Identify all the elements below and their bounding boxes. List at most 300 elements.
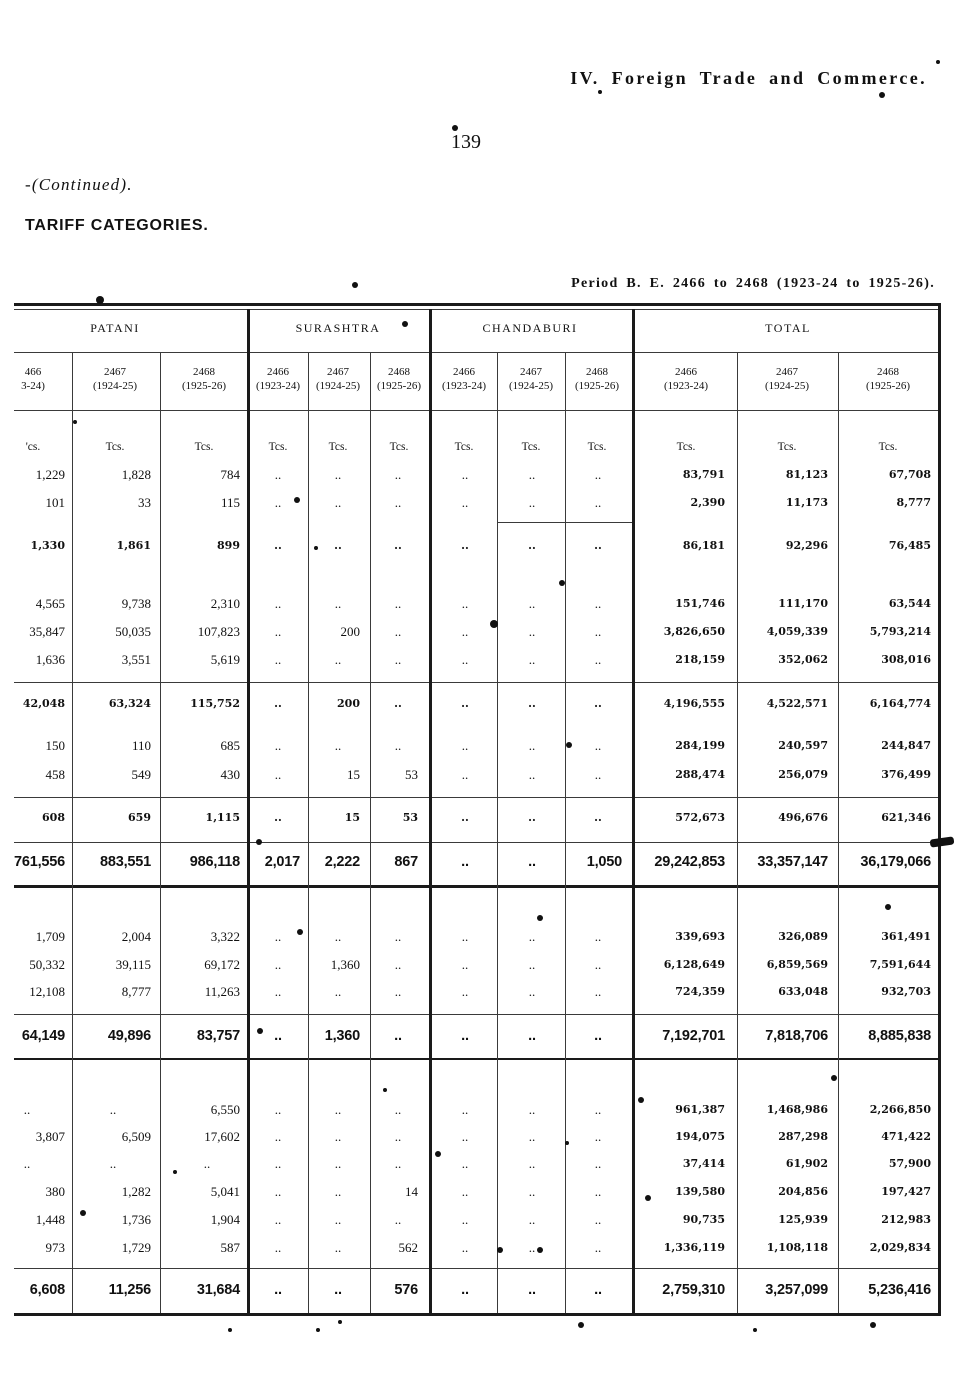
table-cell: .. (594, 1156, 602, 1171)
table-cell: 212,983 (881, 1213, 931, 1226)
column-unit: Tcs. (105, 441, 125, 453)
table-cell: .. (461, 1156, 469, 1171)
table-cell: .. (334, 1240, 342, 1255)
table-cell: .. (334, 1184, 342, 1199)
column-unit: Tcs. (587, 441, 607, 453)
subtotal-cell: .. (528, 854, 536, 870)
period-caption: Period B. E. 2466 to 2468 (1923-24 to 1925-26). (571, 276, 935, 291)
table-cell: .. (461, 495, 469, 510)
table-cell: .. (528, 1102, 536, 1117)
ink-speck (316, 1328, 320, 1332)
subtotal-cell: 92,296 (785, 539, 828, 552)
table-cell: .. (594, 624, 602, 639)
table-cell: 784 (220, 467, 240, 482)
column-divider (737, 352, 738, 1313)
table-cell: 549 (131, 767, 151, 782)
table-cell: 7,591,644 (869, 958, 931, 971)
subtotal-cell: 2,759,310 (662, 1282, 725, 1298)
ink-speck (559, 580, 565, 586)
table-cell: .. (394, 1156, 402, 1171)
column-year: 2468 (388, 366, 410, 378)
table-cell: 151,746 (675, 597, 725, 610)
table-cell: .. (528, 495, 536, 510)
table-cell: 471,422 (881, 1130, 931, 1143)
table-cell: 352,062 (778, 653, 828, 666)
column-period: (1923-24) (664, 380, 708, 392)
horizontal-rule (14, 309, 938, 310)
table-cell: .. (109, 1102, 117, 1117)
ink-speck (490, 620, 498, 628)
subtotal-cell: 33,357,147 (757, 854, 828, 870)
table-cell: .. (594, 957, 602, 972)
table-cell: .. (274, 1156, 282, 1171)
subtotal-cell: .. (528, 697, 536, 710)
column-unit: Tcs. (268, 441, 288, 453)
table-cell: 3,807 (35, 1129, 65, 1144)
table-cell: .. (274, 1129, 282, 1144)
table-cell: .. (594, 495, 602, 510)
subtotal-cell: 572,673 (675, 811, 725, 824)
table-cell: 125,939 (778, 1213, 828, 1226)
column-year: 2467 (104, 366, 126, 378)
ink-speck (537, 915, 543, 921)
table-cell: 81,123 (785, 468, 828, 481)
horizontal-rule (14, 797, 938, 798)
table-cell: 115 (220, 495, 240, 510)
subtotal-cell: 867 (394, 854, 418, 870)
subtotal-cell: 53 (402, 811, 418, 824)
table-cell: .. (594, 652, 602, 667)
table-cell: .. (528, 624, 536, 639)
table-cell: .. (334, 1102, 342, 1117)
column-unit: 'cs. (25, 441, 41, 453)
subtotal-cell: 76,485 (888, 539, 931, 552)
subtotal-cell: 986,118 (189, 854, 240, 870)
subtotal-cell: .. (594, 1028, 602, 1044)
column-year: 2467 (776, 366, 798, 378)
subtotal-cell: 4,522,571 (766, 697, 828, 710)
table-cell: .. (203, 1156, 211, 1171)
table-cell: 11,173 (785, 496, 828, 509)
table-cell: .. (461, 596, 469, 611)
table-cell: .. (23, 1156, 31, 1171)
table-cell: .. (334, 495, 342, 510)
table-cell: 1,336,119 (663, 1241, 725, 1254)
subtotal-cell: .. (334, 539, 342, 552)
table-cell: 1,709 (35, 929, 65, 944)
table-cell: 200 (340, 624, 360, 639)
column-period: (1924-25) (765, 380, 809, 392)
subtotal-cell: .. (594, 539, 602, 552)
table-cell: 139,580 (675, 1185, 725, 1198)
table-cell: 961,387 (675, 1103, 725, 1116)
subtotal-cell: 64,149 (21, 1028, 65, 1044)
table-cell: 287,298 (778, 1130, 828, 1143)
column-unit: Tcs. (328, 441, 348, 453)
table-cell: .. (274, 495, 282, 510)
table-cell: .. (274, 467, 282, 482)
table-cell: 339,693 (675, 930, 725, 943)
table-cell: .. (461, 624, 469, 639)
table-cell: 2,266,850 (869, 1103, 931, 1116)
subtotal-cell: .. (274, 697, 282, 710)
table-cell: 1,636 (35, 652, 65, 667)
horizontal-rule (14, 352, 938, 353)
group-header: CHANDABURI (482, 321, 578, 335)
ink-speck (936, 60, 940, 64)
table-cell: .. (274, 1212, 282, 1227)
table-cell: 4,059,339 (766, 625, 828, 638)
column-year: 2468 (193, 366, 215, 378)
horizontal-rule (14, 410, 938, 411)
table-cell: 9,738 (121, 596, 151, 611)
column-period: (1924-25) (316, 380, 360, 392)
ink-speck (297, 929, 303, 935)
table-cell: 1,729 (121, 1240, 151, 1255)
ink-speck (566, 742, 572, 748)
column-period: (1923-24) (442, 380, 486, 392)
column-unit: Tcs. (676, 441, 696, 453)
subtotal-cell: 761,556 (13, 854, 65, 870)
ink-speck (435, 1151, 441, 1157)
table-cell: .. (334, 738, 342, 753)
subtotal-cell: 6,608 (29, 1282, 65, 1298)
subtotal-cell: 1,115 (205, 811, 240, 824)
subtotal-cell: 8,885,838 (868, 1028, 931, 1044)
table-cell: .. (594, 596, 602, 611)
table-cell: .. (594, 984, 602, 999)
table-cell: 53 (405, 767, 418, 782)
table-cell: .. (394, 929, 402, 944)
ink-speck (578, 1322, 584, 1328)
table-cell: 3,551 (121, 652, 151, 667)
table-cell: .. (334, 984, 342, 999)
table-cell: .. (594, 1184, 602, 1199)
column-year: 2466 (267, 366, 289, 378)
column-period: (1924-25) (509, 380, 553, 392)
table-cell: 1,468,986 (766, 1103, 828, 1116)
table-cell: .. (334, 652, 342, 667)
subtotal-cell: .. (594, 811, 602, 824)
table-cell: .. (394, 984, 402, 999)
column-divider (72, 352, 73, 1313)
column-period: (1925-26) (377, 380, 421, 392)
table-cell: 326,089 (778, 930, 828, 943)
table-cell: .. (594, 738, 602, 753)
table-cell: .. (394, 1212, 402, 1227)
ink-speck (638, 1097, 644, 1103)
table-cell: .. (528, 1156, 536, 1171)
ink-speck (96, 296, 104, 304)
table-cell: .. (274, 596, 282, 611)
table-cell: 5,041 (210, 1184, 240, 1199)
table-cell: 284,199 (675, 739, 725, 752)
table-cell: 8,777 (121, 984, 151, 999)
table-cell: .. (461, 1212, 469, 1227)
subtotal-cell: 7,818,706 (765, 1028, 828, 1044)
subtotal-cell: .. (394, 539, 402, 552)
table-cell: .. (109, 1156, 117, 1171)
ink-speck (565, 1141, 569, 1145)
table-cell: .. (394, 738, 402, 753)
subtotal-cell: 5,236,416 (868, 1282, 931, 1298)
table-cell: 107,823 (197, 624, 240, 639)
column-year: 2466 (453, 366, 475, 378)
subtotal-cell: 29,242,853 (654, 854, 725, 870)
subtotal-cell: 1,330 (30, 539, 65, 552)
table-cell: 1,108,118 (766, 1241, 828, 1254)
ink-speck (338, 1320, 342, 1324)
subtotal-cell: 2,222 (324, 854, 360, 870)
table-cell: .. (461, 984, 469, 999)
table-cell: .. (461, 652, 469, 667)
column-year: 2466 (675, 366, 697, 378)
running-head: IV. Foreign Trade and Commerce. (570, 68, 927, 88)
subtotal-cell: 883,551 (99, 854, 151, 870)
table-cell: 111,170 (778, 597, 828, 610)
table-cell: 562 (398, 1240, 418, 1255)
table-cell: .. (461, 1129, 469, 1144)
table-cell: .. (528, 1240, 536, 1255)
group-header: PATANI (90, 321, 140, 335)
table-cell: 3,826,650 (663, 625, 725, 638)
horizontal-rule (14, 842, 938, 843)
table-cell: 1,904 (210, 1212, 240, 1227)
table-cell: .. (394, 624, 402, 639)
subtotal-cell: 83,757 (196, 1028, 240, 1044)
subtotal-cell: 31,684 (196, 1282, 240, 1298)
table-cell: .. (528, 1212, 536, 1227)
table-cell: 50,332 (29, 957, 65, 972)
subtotal-cell: .. (274, 811, 282, 824)
subtotal-cell: 115,752 (190, 697, 240, 710)
table-cell: 1,828 (121, 467, 151, 482)
subtotal-cell: .. (594, 1282, 602, 1298)
table-cell: 204,856 (778, 1185, 828, 1198)
subtotal-cell: .. (528, 811, 536, 824)
table-cell: 1,736 (121, 1212, 151, 1227)
subtotal-cell: .. (274, 539, 282, 552)
ink-speck (870, 1322, 876, 1328)
table-cell: 35,847 (29, 624, 65, 639)
table-cell: 3,322 (210, 929, 240, 944)
table-cell: 724,359 (675, 985, 725, 998)
column-unit: Tcs. (777, 441, 797, 453)
table-cell: 1,282 (121, 1184, 151, 1199)
subtotal-cell: .. (394, 697, 402, 710)
ink-speck (173, 1170, 177, 1174)
subtotal-cell: .. (594, 697, 602, 710)
subtotal-cell: 11,256 (108, 1282, 151, 1298)
subtotal-cell: 608 (42, 811, 65, 824)
table-cell: .. (274, 1102, 282, 1117)
table-cell: .. (594, 467, 602, 482)
ink-speck (879, 92, 885, 98)
table-cell: .. (334, 1129, 342, 1144)
subtotal-cell: 496,676 (778, 811, 828, 824)
ink-speck (73, 420, 77, 424)
column-divider (160, 352, 161, 1313)
column-divider (838, 352, 839, 1313)
table-cell: .. (461, 1102, 469, 1117)
ink-speck (228, 1328, 232, 1332)
subtotal-cell: .. (461, 1028, 469, 1044)
table-cell: 308,016 (881, 653, 931, 666)
table-cell: 110 (131, 738, 151, 753)
group-header: SURASHTRA (295, 321, 381, 335)
subtotal-cell: .. (528, 539, 536, 552)
subtotal-cell: 899 (217, 539, 240, 552)
table-cell: .. (394, 495, 402, 510)
table-cell: .. (528, 596, 536, 611)
table-cell: 1,448 (35, 1212, 65, 1227)
ink-speck (452, 125, 458, 131)
column-year: 2468 (877, 366, 899, 378)
table-cell: .. (274, 984, 282, 999)
table-cell: .. (274, 652, 282, 667)
table-cell: 932,703 (881, 985, 931, 998)
column-period: (1923-24) (256, 380, 300, 392)
table-cell: 6,550 (210, 1102, 240, 1117)
table-cell: .. (528, 1184, 536, 1199)
column-divider (370, 352, 371, 1313)
table-cell: 685 (220, 738, 240, 753)
table-cell: 218,159 (675, 653, 725, 666)
table-cell: 6,509 (121, 1129, 151, 1144)
table-cell: .. (528, 467, 536, 482)
ink-speck (294, 497, 300, 503)
subtotal-cell: .. (394, 1028, 402, 1044)
table-cell: 12,108 (29, 984, 65, 999)
subtotal-cell: 200 (337, 697, 360, 710)
table-cell: .. (274, 1184, 282, 1199)
ink-speck (314, 546, 318, 550)
table-cell: 240,597 (778, 739, 828, 752)
ink-speck (645, 1195, 651, 1201)
column-period: (1924-25) (93, 380, 137, 392)
table-cell: .. (274, 767, 282, 782)
ink-speck (885, 904, 891, 910)
table-cell: .. (594, 1102, 602, 1117)
table-cell: .. (528, 984, 536, 999)
column-divider (497, 352, 498, 1313)
table-cell: 37,414 (682, 1157, 725, 1170)
group-divider (632, 309, 635, 1313)
table-cell: 5,619 (210, 652, 240, 667)
subtotal-cell: .. (461, 1282, 469, 1298)
table-cell: .. (334, 467, 342, 482)
table-cell: .. (394, 596, 402, 611)
ink-speck (598, 90, 602, 94)
table-cell: .. (334, 929, 342, 944)
table-cell: .. (461, 1240, 469, 1255)
subtotal-cell: .. (528, 1028, 536, 1044)
table-cell: 6,859,569 (766, 958, 828, 971)
subtotal-cell: .. (461, 854, 469, 870)
table-cell: 39,115 (115, 957, 151, 972)
subtotal-cell: .. (461, 697, 469, 710)
continued-note: -(Continued). (25, 175, 133, 194)
page-number: 139 (451, 131, 481, 153)
column-period: (1925-26) (866, 380, 910, 392)
column-year: 2467 (520, 366, 542, 378)
column-year: 466 (24, 366, 42, 378)
subtotal-cell: .. (274, 1282, 282, 1298)
subtotal-cell: 86,181 (682, 539, 725, 552)
column-unit: Tcs. (194, 441, 214, 453)
section-title: TARIFF CATEGORIES. (25, 217, 209, 234)
ink-speck (497, 1247, 503, 1253)
group-divider (247, 309, 250, 1313)
table-cell: 33 (138, 495, 151, 510)
table-cell: 6,128,649 (663, 958, 725, 971)
table-cell: 67,708 (888, 468, 931, 481)
ink-speck (753, 1328, 757, 1332)
table-cell: .. (334, 1156, 342, 1171)
table-cell: .. (461, 957, 469, 972)
subtotal-cell: 1,360 (324, 1028, 360, 1044)
column-period: (1925-26) (182, 380, 226, 392)
table-cell: .. (274, 957, 282, 972)
table-cell: 2,390 (690, 496, 725, 509)
table-cell: .. (461, 1184, 469, 1199)
ink-speck (257, 1028, 263, 1034)
table-cell: .. (528, 929, 536, 944)
table-cell: 2,004 (121, 929, 151, 944)
ink-speck (383, 1088, 387, 1092)
subtotal-cell: 576 (394, 1282, 418, 1298)
horizontal-rule (14, 1058, 938, 1060)
subtotal-cell: 49,896 (107, 1028, 151, 1044)
table-right-border (938, 303, 941, 1316)
table-cell: .. (528, 1129, 536, 1144)
horizontal-rule (14, 1268, 938, 1269)
table-cell: 361,491 (881, 930, 931, 943)
column-unit: Tcs. (389, 441, 409, 453)
horizontal-rule (14, 303, 938, 306)
table-cell: 4,565 (35, 596, 65, 611)
table-cell: .. (274, 624, 282, 639)
subtotal-cell: 6,164,774 (869, 697, 931, 710)
subtotal-cell: .. (274, 1028, 282, 1044)
subtotal-cell: .. (461, 539, 469, 552)
table-cell: 57,900 (888, 1157, 931, 1170)
table-cell: .. (594, 767, 602, 782)
column-unit: Tcs. (521, 441, 541, 453)
table-cell: 256,079 (778, 768, 828, 781)
table-cell: .. (394, 1102, 402, 1117)
table-cell: .. (528, 652, 536, 667)
column-divider (565, 352, 566, 1313)
table-cell: 194,075 (675, 1130, 725, 1143)
table-cell: .. (334, 596, 342, 611)
table-cell: 376,499 (881, 768, 931, 781)
subtotal-cell: 63,324 (108, 697, 151, 710)
ink-speck (256, 839, 262, 845)
table-cell: .. (461, 467, 469, 482)
table-cell: 458 (45, 767, 65, 782)
table-cell: .. (528, 767, 536, 782)
table-cell: 150 (45, 738, 65, 753)
table-cell: 69,172 (204, 957, 240, 972)
table-cell: 50,035 (115, 624, 151, 639)
horizontal-rule (14, 1313, 941, 1316)
subtotal-cell: 4,196,555 (663, 697, 725, 710)
table-cell: .. (528, 957, 536, 972)
horizontal-rule (14, 1014, 938, 1015)
column-unit: Tcs. (878, 441, 898, 453)
table-cell: 101 (45, 495, 65, 510)
